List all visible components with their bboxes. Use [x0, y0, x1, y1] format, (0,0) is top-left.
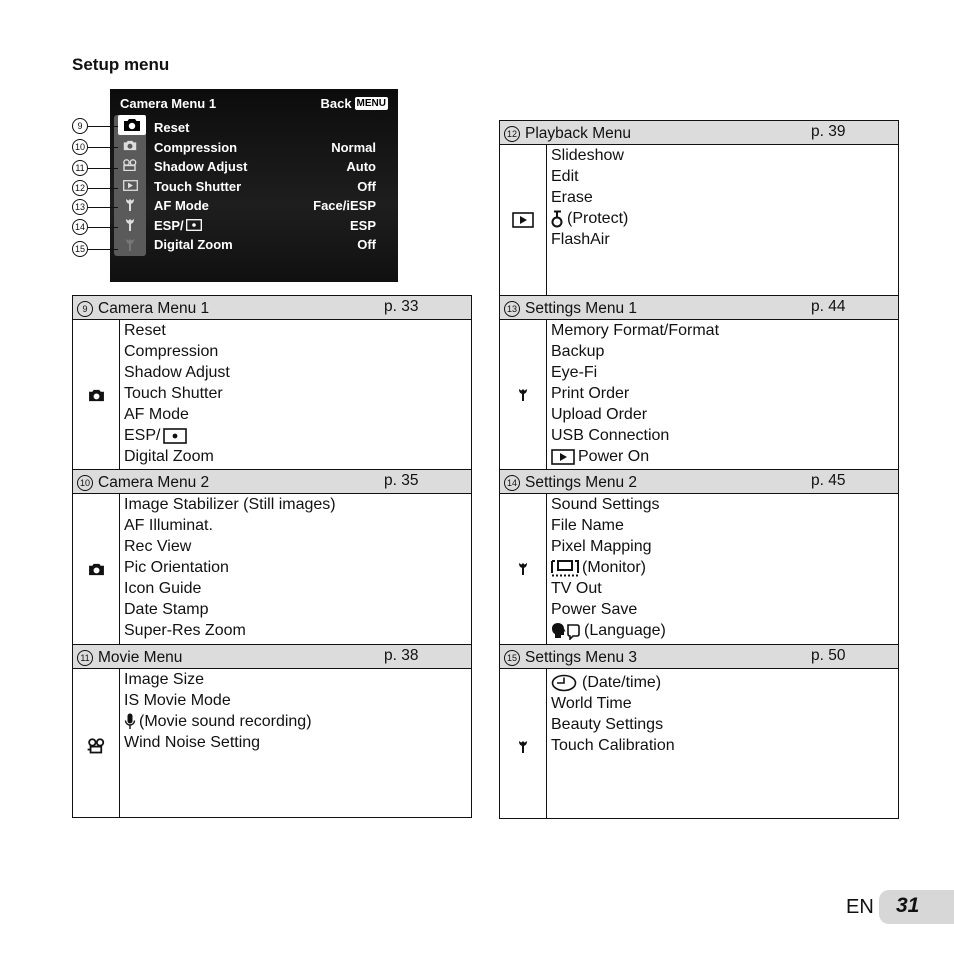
- screen-row: Digital Zoom Off: [154, 237, 376, 252]
- wrench-icon: [518, 739, 528, 755]
- playback-menu-table: [499, 120, 899, 296]
- table-header: 12 Playback Menu p. 39: [500, 121, 898, 145]
- list-item: Icon Guide: [124, 580, 202, 597]
- list-item: (Movie sound recording): [124, 711, 312, 732]
- list-item: Pixel Mapping: [551, 538, 652, 555]
- list-item: USB Connection: [551, 427, 670, 444]
- list-item: Date Stamp: [124, 601, 209, 618]
- list-item: Shadow Adjust: [124, 364, 230, 381]
- screen-row: AF Mode Face/iESP: [154, 198, 376, 213]
- list-item: Compression: [124, 343, 219, 360]
- table-header: 10 Camera Menu 2 p. 35: [73, 470, 471, 494]
- list-item: Beauty Settings: [551, 716, 664, 733]
- list-item: AF Mode: [124, 406, 189, 423]
- list-item: (Protect): [551, 208, 628, 229]
- wrench-icon: [518, 387, 528, 403]
- list-item: Upload Order: [551, 406, 648, 423]
- table-header: 15 Settings Menu 3 p. 50: [500, 645, 898, 669]
- page-number-tab: [879, 890, 954, 924]
- list-item: Eye-Fi: [551, 364, 598, 381]
- settings-menu-3-table: [499, 644, 899, 819]
- screen-row: Compression Normal: [154, 139, 376, 155]
- screen-tab-bar: [114, 115, 146, 256]
- list-item: Edit: [551, 168, 579, 185]
- list-item: Image Size: [124, 671, 205, 688]
- movie-icon: [114, 155, 146, 175]
- callout-12: 12: [72, 179, 118, 197]
- list-item: Erase: [551, 189, 593, 206]
- screen-row: Shadow Adjust Auto: [154, 159, 376, 174]
- camera-icon: [118, 115, 146, 135]
- list-item: Memory Format/Format: [551, 322, 720, 339]
- screen-title: Camera Menu 1: [120, 96, 217, 111]
- settings-menu-2-table: [499, 469, 899, 645]
- menu-items: [124, 320, 230, 467]
- monitor-icon: [551, 559, 579, 577]
- list-item: Rec View: [124, 538, 192, 555]
- playback-icon: [114, 175, 146, 195]
- settings-menu-1-table: [499, 295, 899, 470]
- section-heading: Setup menu: [72, 55, 170, 74]
- list-item: Slideshow: [551, 147, 624, 164]
- list-item: ESP/: [124, 425, 230, 446]
- list-item: File Name: [551, 517, 624, 534]
- camera-menu-1-table: [72, 295, 472, 470]
- list-item: Super-Res Zoom: [124, 622, 246, 639]
- list-item: World Time: [551, 695, 632, 712]
- callout-14: 14: [72, 218, 118, 236]
- list-item: Sound Settings: [551, 496, 660, 513]
- page-ref: p. 35: [384, 472, 419, 489]
- list-item: Image Stabilizer (Still images): [124, 496, 336, 513]
- wrench-icon: [114, 215, 146, 235]
- microphone-icon: [124, 713, 136, 730]
- menu-items: [551, 494, 666, 641]
- language-icon: [551, 622, 581, 640]
- camera-icon: [88, 563, 105, 576]
- callout-10: 10: [72, 138, 118, 156]
- page-ref: p. 50: [811, 647, 846, 664]
- callout-11: 11: [72, 159, 118, 177]
- screen-back-button: [320, 96, 388, 111]
- callout-15: 15: [72, 240, 118, 258]
- camera-icon: [114, 135, 146, 155]
- page-ref: p. 44: [811, 298, 846, 315]
- page-ref: p. 38: [384, 647, 419, 664]
- menu-items: [551, 672, 675, 756]
- menu-items: [124, 669, 312, 753]
- wrench-icon: [114, 195, 146, 215]
- table-header: 11 Movie Menu p. 38: [73, 645, 471, 669]
- movie-menu-table: [72, 644, 472, 818]
- callout-9: 9: [72, 117, 118, 135]
- list-item: AF Illuminat.: [124, 517, 213, 534]
- list-item: Power Save: [551, 601, 638, 618]
- list-item: IS Movie Mode: [124, 692, 231, 709]
- screen-row: Reset: [154, 120, 190, 135]
- list-item: TV Out: [551, 580, 602, 597]
- list-item: Backup: [551, 343, 605, 360]
- screen-back-label: Back: [320, 96, 352, 111]
- playback-icon: [512, 212, 534, 228]
- list-item: Touch Shutter: [124, 385, 223, 402]
- protect-key-icon: [551, 210, 564, 228]
- spot-metering-icon: [163, 428, 187, 444]
- screen-row: ESP/ ESP: [154, 217, 376, 233]
- callout-13: 13: [72, 198, 118, 216]
- list-item: Power On: [551, 446, 719, 467]
- spot-metering-icon: [186, 219, 202, 231]
- list-item: (Date/time): [551, 672, 675, 693]
- page-ref: p. 33: [384, 298, 419, 315]
- menu-items: [551, 145, 628, 250]
- list-item: Pic Orientation: [124, 559, 229, 576]
- camera-menu-2-table: [72, 469, 472, 645]
- clock-icon: [551, 674, 579, 692]
- list-item: (Monitor): [551, 557, 666, 578]
- language-label: EN: [846, 896, 874, 918]
- list-item: Reset: [124, 322, 166, 339]
- page-ref: p. 45: [811, 472, 846, 489]
- wrench-icon: [114, 235, 146, 255]
- list-item: Touch Calibration: [551, 737, 675, 754]
- menu-items: [124, 494, 336, 641]
- movie-icon: [87, 738, 106, 754]
- list-item: FlashAir: [551, 231, 610, 248]
- wrench-icon: [518, 561, 528, 577]
- menu-button-badge: MENU: [356, 98, 386, 109]
- list-item: Print Order: [551, 385, 630, 402]
- camera-icon: [88, 389, 105, 402]
- table-header: 9 Camera Menu 1 p. 33: [73, 296, 471, 320]
- table-header: 13 Settings Menu 1 p. 44: [500, 296, 898, 320]
- page-number: 31: [896, 894, 920, 917]
- menu-items: [551, 320, 719, 467]
- list-item: Wind Noise Setting: [124, 734, 261, 751]
- playback-icon: [551, 449, 575, 465]
- list-item: (Language): [551, 620, 666, 641]
- page-ref: p. 39: [811, 123, 846, 140]
- screen-row: Touch Shutter Off: [154, 178, 376, 194]
- list-item: Digital Zoom: [124, 448, 214, 465]
- camera-screen-illustration: [110, 89, 398, 282]
- table-header: 14 Settings Menu 2 p. 45: [500, 470, 898, 494]
